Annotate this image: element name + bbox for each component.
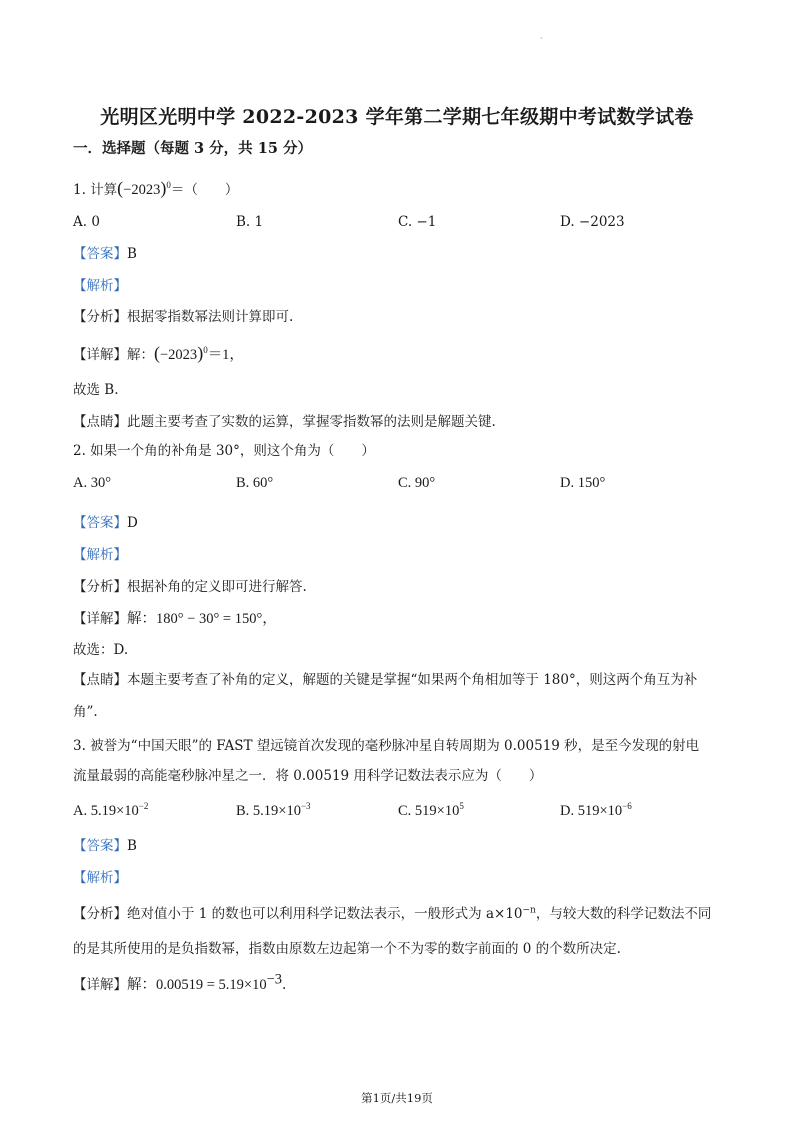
q3-fenxi: 【分析】绝对值小于 1 的数也可以利用科学记数法表示，一般形式为 $a\times 10^{-n}$，与较大数的科学记数法不同 <box>73 905 712 922</box>
q1-option-c: C. −1 <box>398 214 437 230</box>
q2-option-c: C. 90° <box>398 475 436 491</box>
q1-option-a: A. 0 <box>73 214 100 230</box>
q1-option-d: D. −2023 <box>560 214 625 230</box>
q3-option-b: B. $5.19\times 10^{-3}$ <box>236 801 311 819</box>
q1-answer: 【答案】B <box>73 246 137 262</box>
q3-detail: 【详解】解：$0.00519 = 5.19\times 10^{-3}$. <box>73 971 287 993</box>
q3-stem-line2: 流量最弱的高能毫秒脉冲星之一．将 0.00519 用科学记数法表示应为（ ） <box>73 768 543 784</box>
q1-analysis-tag: 【解析】 <box>73 278 127 294</box>
q3-option-a: A. $5.19\times 10^{-2}$ <box>73 801 149 819</box>
section-heading: 一．选择题（每题 3 分，共 15 分） <box>73 140 312 157</box>
q1-option-b: B. 1 <box>236 214 264 230</box>
q1-comment: 【点睛】此题主要考查了实数的运算，掌握零指数幂的法则是解题关键. <box>73 414 496 430</box>
scan-dot: · <box>540 34 543 43</box>
q2-stem: 2. 如果一个角的补角是 30°，则这个角为（ ） <box>73 443 375 459</box>
q1-fenxi: 【分析】根据零指数幂法则计算即可. <box>73 309 294 325</box>
q1-stem: 1. 计算$(-2023)^0=$（ ） <box>73 178 239 198</box>
q2-answer: 【答案】D <box>73 515 138 531</box>
q2-detail: 【详解】解：180° − 30° = 150°， <box>73 611 277 627</box>
q2-fenxi: 【分析】根据补角的定义即可进行解答. <box>73 579 307 595</box>
q3-option-d: D. $519\times 10^{-6}$ <box>560 801 632 819</box>
q3-analysis-tag: 【解析】 <box>73 870 127 886</box>
q2-option-a: A. 30° <box>73 475 112 491</box>
q3-answer: 【答案】B <box>73 838 137 854</box>
q2-option-b: B. 60° <box>236 475 274 491</box>
q3-option-c: C. $519\times 10^5$ <box>398 801 464 819</box>
q3-stem-line1: 3. 被誉为“中国天眼”的 FAST 望远镜首次发现的毫秒脉冲星自转周期为 0.00519 秒，是至今发现的射电 <box>73 738 700 754</box>
q1-choose: 故选 B. <box>73 382 119 398</box>
q3-fenxi-cont: 的是其所使用的是负指数幂，指数由原数左边起第一个不为零的数字前面的 0 的个数所决定. <box>73 941 621 957</box>
page-title: 光明区光明中学 2022-2023 学年第二学期七年级期中考试数学试卷 <box>100 106 694 128</box>
q1-detail: 【详解】解：$(-2023)^0=1$， <box>73 343 244 363</box>
q2-choose: 故选：D. <box>73 642 129 658</box>
q2-comment-cont: 角”. <box>73 704 98 720</box>
q2-analysis-tag: 【解析】 <box>73 547 127 563</box>
q2-option-d: D. 150° <box>560 475 606 491</box>
page-footer: 第1页/共19页 <box>361 1091 433 1105</box>
q2-comment: 【点睛】本题主要考查了补角的定义，解题的关键是掌握“如果两个角相加等于 180°，则这两个角互为补 <box>73 672 698 688</box>
